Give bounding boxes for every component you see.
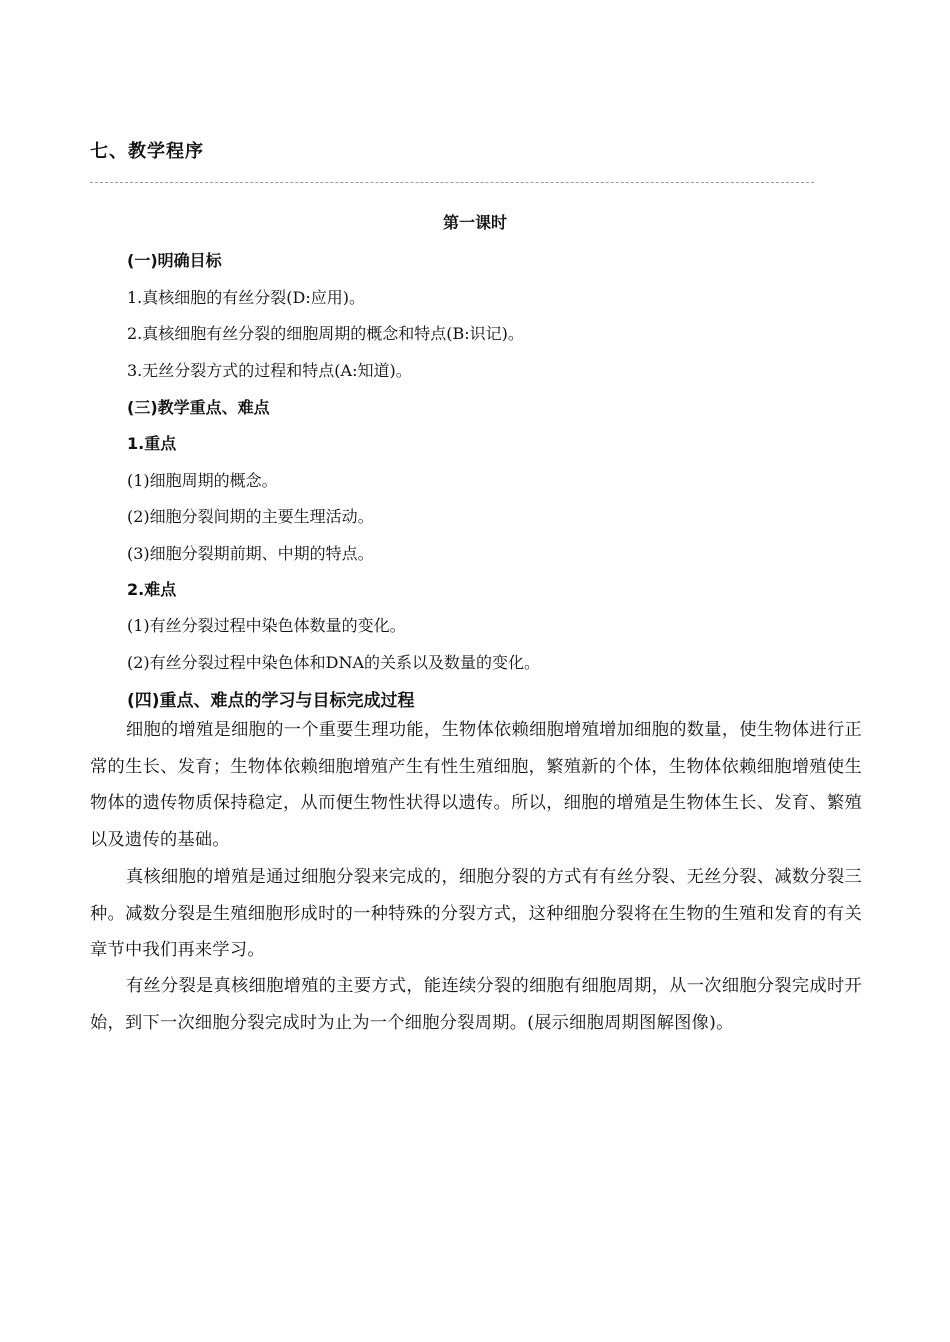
focus-item: (1)细胞周期的概念。: [127, 471, 278, 490]
process-heading: (四)重点、难点的学习与目标完成过程: [127, 691, 415, 711]
objective-item: 3.无丝分裂方式的过程和特点(A:知道)。: [127, 361, 412, 380]
objective-item: 2.真核细胞有丝分裂的细胞周期的概念和特点(B:识记)。: [127, 324, 524, 343]
key-points-heading: (三)教学重点、难点: [127, 398, 270, 417]
focus-item: (3)细胞分裂期前期、中期的特点。: [127, 544, 374, 563]
lesson-title: 第一课时: [442, 213, 507, 232]
dashed-divider: [90, 182, 814, 183]
body-paragraph: 真核细胞的增殖是通过细胞分裂来完成的，细胞分裂的方式有有丝分裂、无丝分裂、减数分裂三种。减数分裂是生殖细胞形成时的一种特殊的分裂方式，这种细胞分裂将在生物的生殖和发育的有关章节中我们再来学习。: [90, 867, 862, 960]
focus-heading: 1.重点: [127, 434, 177, 453]
focus-item: (2)细胞分裂间期的主要生理活动。: [127, 507, 374, 526]
difficulty-item: (1)有丝分裂过程中染色体数量的变化。: [127, 616, 406, 635]
body-paragraph: 有丝分裂是真核细胞增殖的主要方式，能连续分裂的细胞有细胞周期，从一次细胞分裂完成时开始，到下一次细胞分裂完成时为止为一个细胞分裂周期。(展示细胞周期图解图像)。: [90, 976, 862, 1033]
difficulty-item: (2)有丝分裂过程中染色体和DNA的关系以及数量的变化。: [127, 653, 541, 672]
section-title: 七、教学程序: [90, 141, 204, 162]
objectives-heading: (一)明确目标: [127, 251, 222, 270]
difficulty-heading: 2.难点: [127, 580, 177, 599]
body-paragraph: 细胞的增殖是细胞的一个重要生理功能，生物体依赖细胞增殖增加细胞的数量，使生物体进行正常的生长、发育；生物体依赖细胞增殖产生有性生殖细胞，繁殖新的个体，生物体依赖细胞增殖使生物体的遗传物质保持稳定，从而便生物性状得以遗传。所以，细胞的增殖是生物体生长、发育、繁殖以及遗传的基础。: [90, 720, 862, 850]
objective-item: 1.真核细胞的有丝分裂(D:应用)。: [127, 288, 365, 307]
